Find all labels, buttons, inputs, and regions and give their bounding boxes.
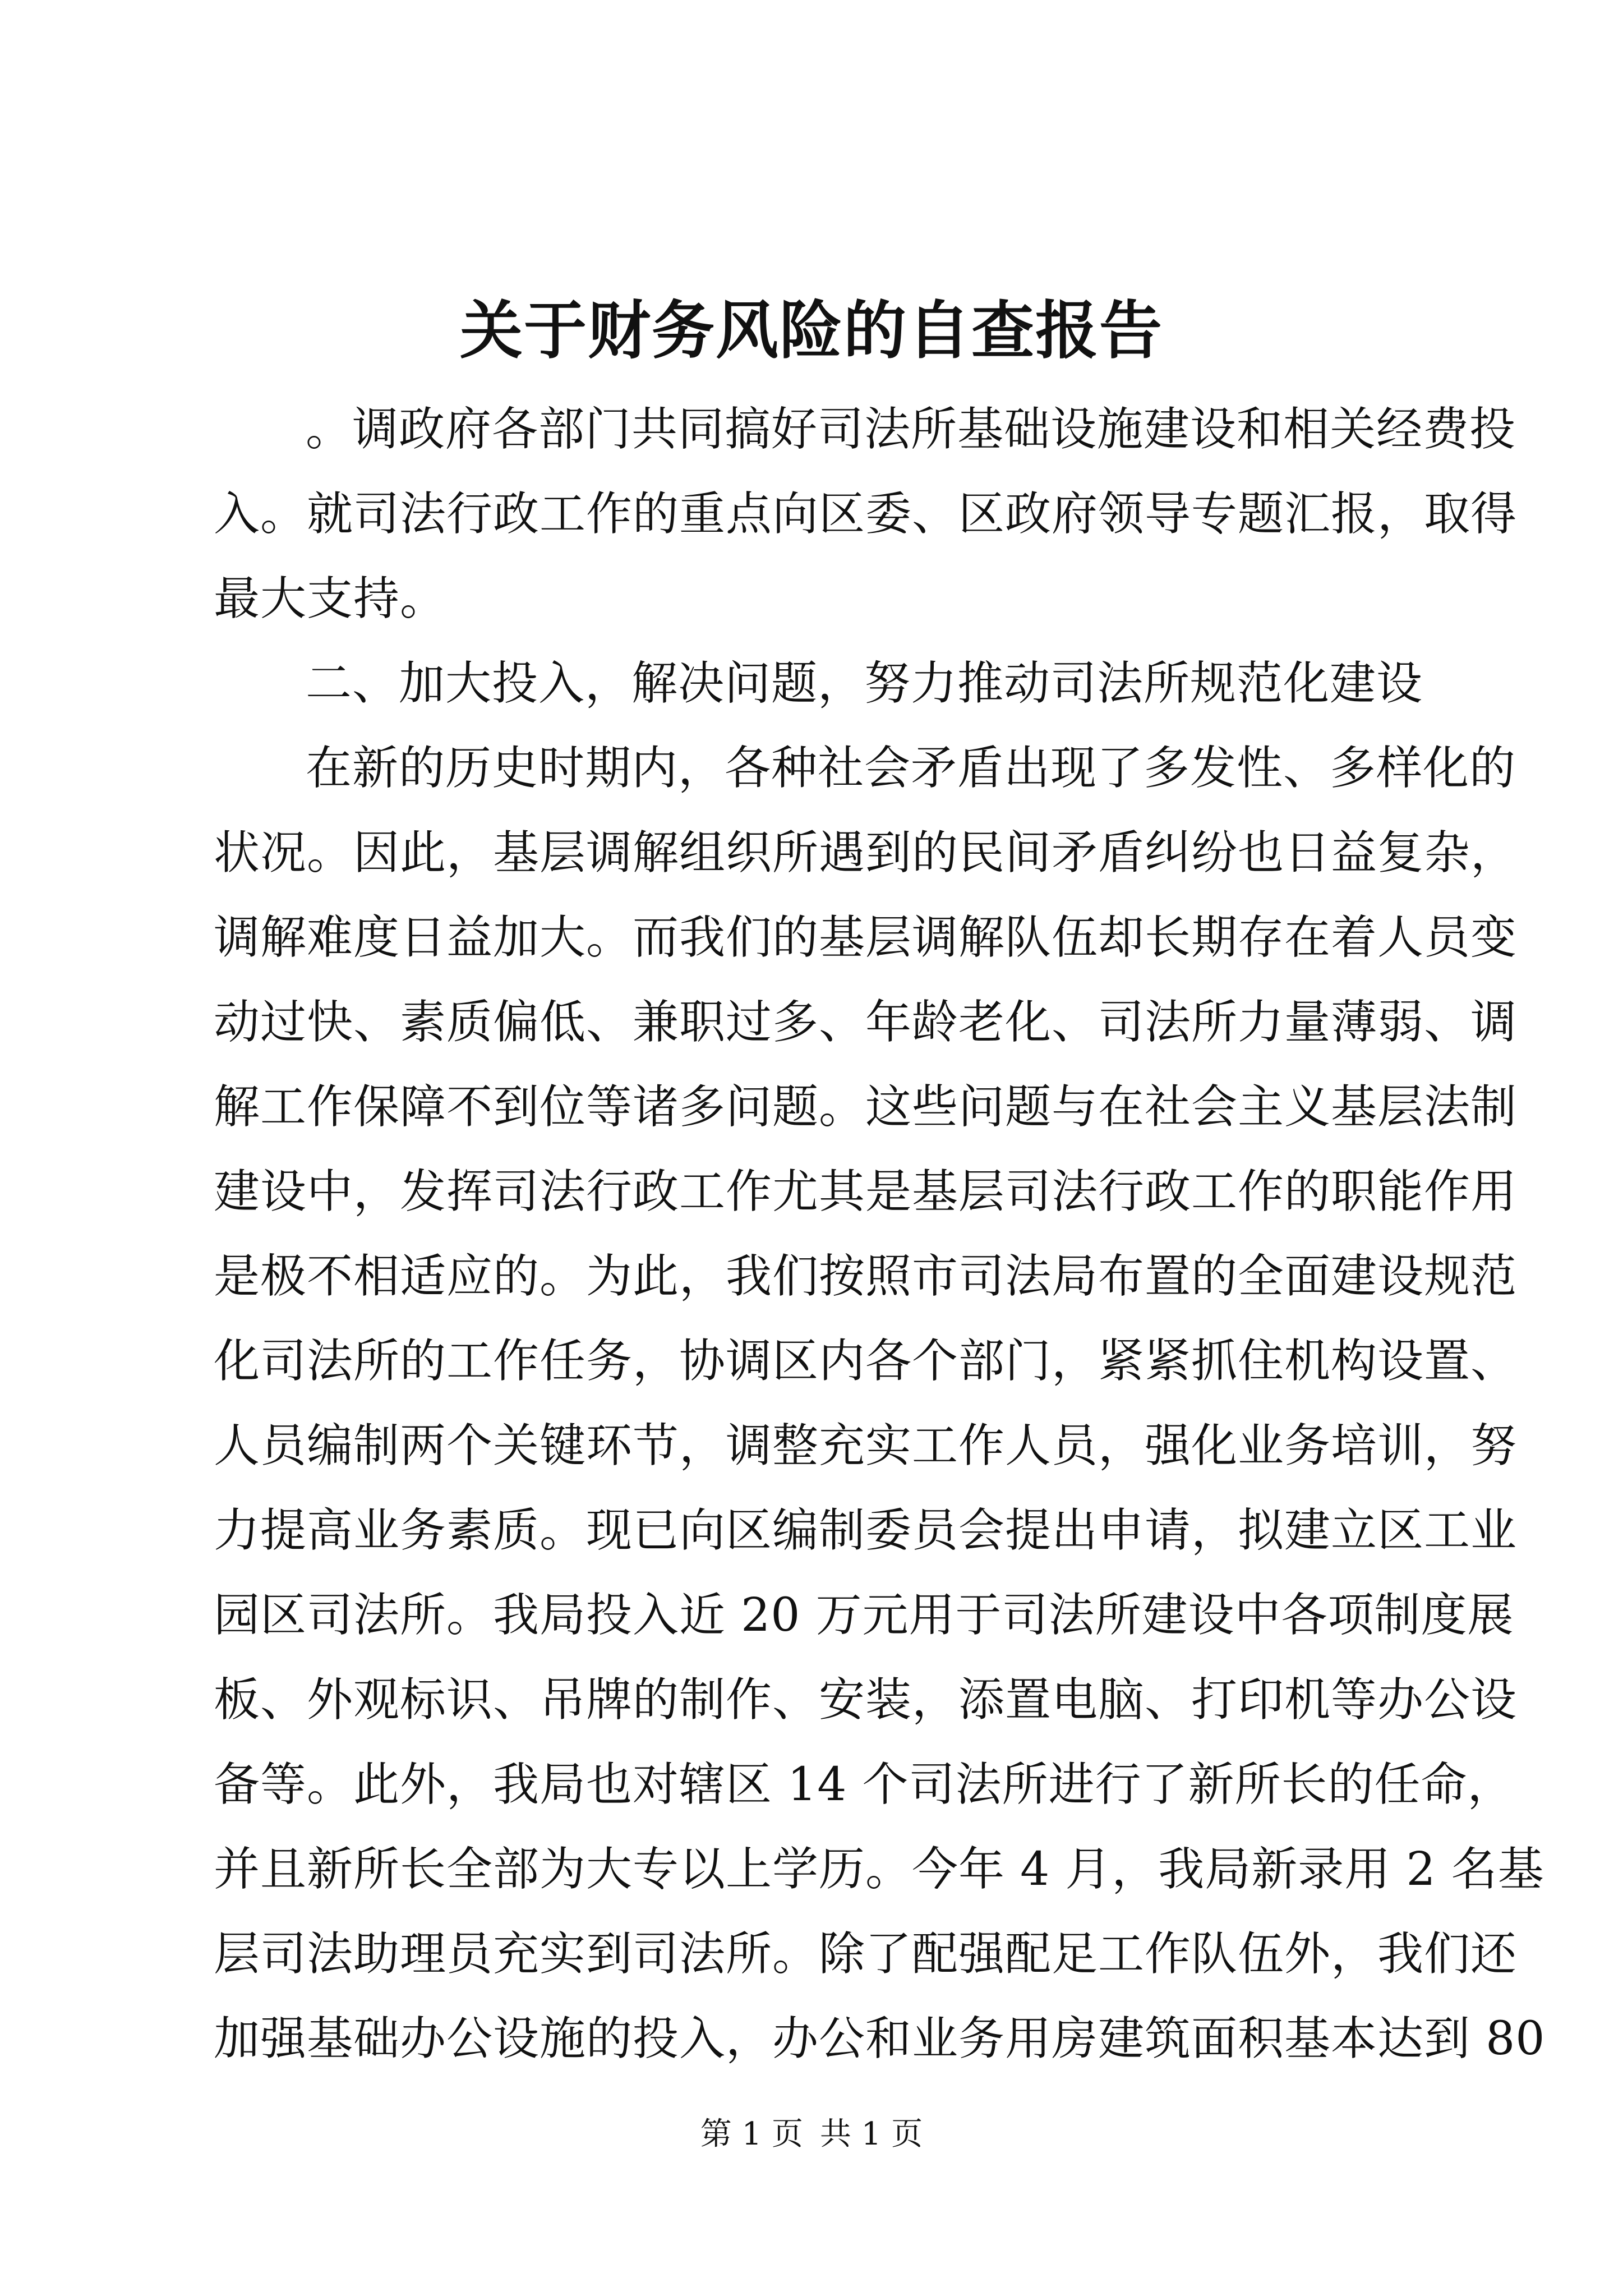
text-line: 层司法助理员充实到司法所。除了配强配足工作队伍外，我们还 [214, 1927, 1518, 1981]
text-line: 力提高业务素质。现已向区编制委员会提出申请，拟建立区工业 [214, 1504, 1518, 1557]
document-title: 关于财务风险的自查报告 [460, 294, 1163, 367]
section-heading: 二、加大投入，解决问题，努力推动司法所规范化建设 [306, 657, 1423, 710]
text-line: 是极不相适应的。为此，我们按照市司法局布置的全面建设规范 [214, 1250, 1518, 1303]
page-footer [0, 2115, 1623, 2154]
text-line: 加强基础办公设施的投入，办公和业务用房建筑面积基本达到 80 [214, 2012, 1546, 2065]
text-line: 化司法所的工作任务，协调区内各个部门，紧紧抓住机构设置、 [214, 1335, 1518, 1388]
text-line: 备等。此外，我局也对辖区 14 个司法所进行了新所长的任命， [214, 1758, 1514, 1811]
text-line: 板、外观标识、吊牌的制作、安装，添置电脑、打印机等办公设 [214, 1673, 1518, 1727]
text-line: 解工作保障不到位等诸多问题。这些问题与在社会主义基层法制 [214, 1080, 1518, 1134]
text-line: 最大支持。 [214, 572, 447, 625]
text-line: 在新的历史时期内，各种社会矛盾出现了多发性、多样化的 [306, 742, 1516, 795]
text-line: 建设中，发挥司法行政工作尤其是基层司法行政工作的职能作用 [214, 1165, 1518, 1218]
text-line: 人员编制两个关键环节，调整充实工作人员，强化业务培训，努 [214, 1419, 1518, 1473]
text-line: 。调政府各部门共同搞好司法所基础设施建设和相关经费投 [306, 403, 1516, 456]
text-line: 入。就司法行政工作的重点向区委、区政府领导专题汇报，取得 [214, 487, 1518, 541]
page-number: 第 1 页 [700, 2116, 803, 2152]
page-total: 共 1 页 [820, 2116, 923, 2152]
text-line: 园区司法所。我局投入近 20 万元用于司法所建设中各项制度展 [214, 1589, 1514, 1642]
text-line: 动过快、素质偏低、兼职过多、年龄老化、司法所力量薄弱、调 [214, 996, 1518, 1049]
text-line: 调解难度日益加大。而我们的基层调解队伍却长期存在着人员变 [214, 911, 1518, 964]
text-line: 并且新所长全部为大专以上学历。今年 4 月，我局新录用 2 名基 [214, 1843, 1544, 1896]
text-line: 状况。因此，基层调解组织所遇到的民间矛盾纠纷也日益复杂， [214, 826, 1518, 880]
document-body [214, 387, 1546, 2081]
